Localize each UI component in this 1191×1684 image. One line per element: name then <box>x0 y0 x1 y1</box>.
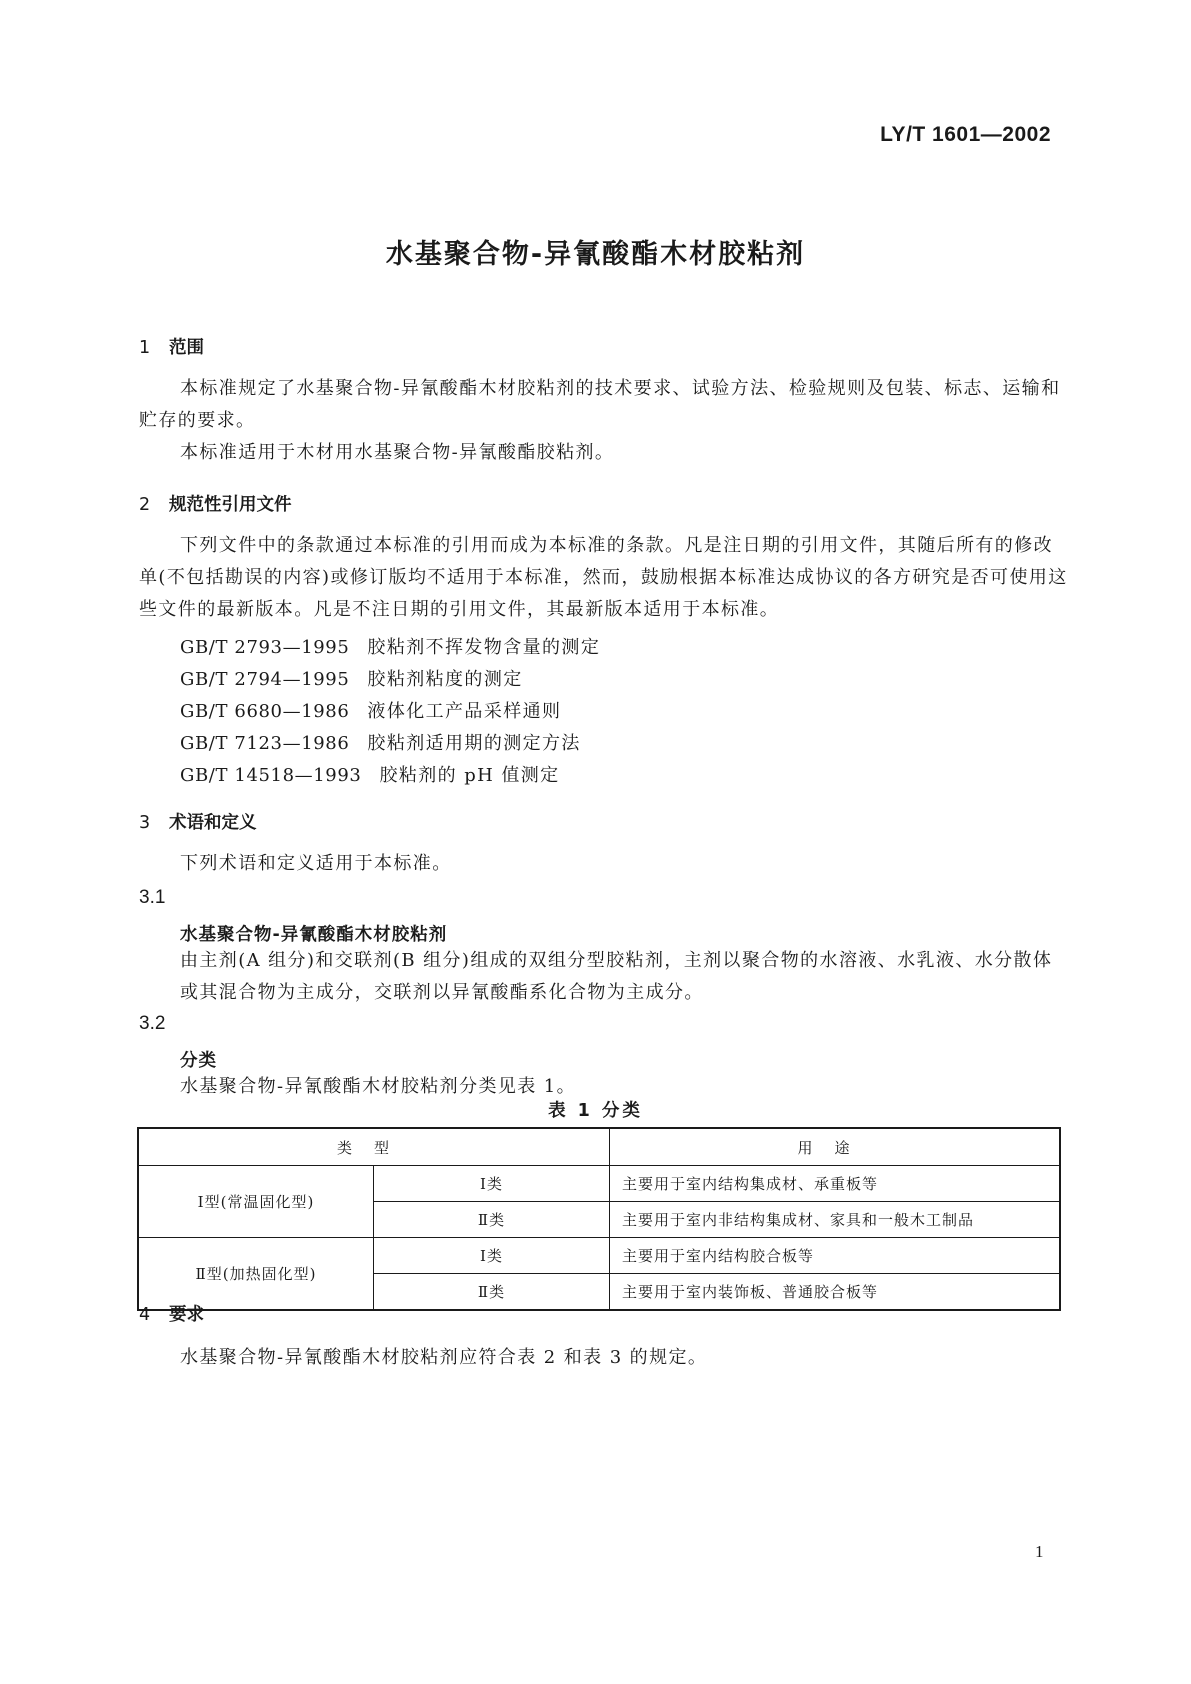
section-title: 规范性引用文件 <box>169 495 292 515</box>
sub-class-cell: Ⅰ类 <box>374 1166 610 1202</box>
section-title: 术语和定义 <box>169 813 257 833</box>
reference-code: GB/T 7123—1986 <box>180 733 350 754</box>
section-3-intro: 下列术语和定义适用于本标准。 <box>180 853 452 874</box>
section-1-heading <box>139 334 204 359</box>
section-3-heading <box>139 809 257 834</box>
reference-name: 胶粘剂粘度的测定 <box>367 669 523 690</box>
reference-item <box>180 729 581 755</box>
standard-code: LY/T 1601—2002 <box>880 123 1051 146</box>
reference-item <box>180 633 600 659</box>
clause-number: 3.1 <box>139 887 166 908</box>
type-cell: Ⅱ型(加热固化型) <box>138 1238 374 1311</box>
document-title: 水基聚合物-异氰酸酯木材胶粘剂 <box>385 239 806 270</box>
page-number: 1 <box>1035 1542 1044 1561</box>
sub-class-cell: Ⅱ类 <box>374 1202 610 1238</box>
reference-name: 胶粘剂的 pH 值测定 <box>379 765 560 786</box>
term-definition: 水基聚合物-异氰酸酯木材胶粘剂分类见表 1。 <box>180 1076 577 1097</box>
reference-code: GB/T 2794—1995 <box>180 669 350 690</box>
reference-name: 胶粘剂不挥发物含量的测定 <box>367 637 601 658</box>
section-title: 要求 <box>169 1305 204 1325</box>
section-1-paragraph-1: 本标准规定了水基聚合物-异氰酸酯木材胶粘剂的技术要求、试验方法、检验规则及包装、标志、运输和贮存的要求。 <box>139 378 1061 431</box>
table-row <box>138 1166 1060 1202</box>
section-number: 3 <box>139 813 151 833</box>
reference-item <box>180 697 561 723</box>
header-type: 类型 <box>138 1128 610 1166</box>
term-title: 分类 <box>180 1051 217 1071</box>
use-cell: 主要用于室内非结构集成材、家具和一般木工制品 <box>610 1202 1061 1238</box>
type-cell: Ⅰ型(常温固化型) <box>138 1166 374 1238</box>
section-2-heading <box>139 491 292 516</box>
table-header-row <box>138 1128 1060 1166</box>
sub-class-cell: Ⅰ类 <box>374 1238 610 1274</box>
reference-name: 胶粘剂适用期的测定方法 <box>367 733 581 754</box>
use-cell: 主要用于室内结构胶合板等 <box>610 1238 1061 1274</box>
reference-code: GB/T 14518—1993 <box>180 765 362 786</box>
section-4-heading <box>139 1301 204 1326</box>
use-cell: 主要用于室内结构集成材、承重板等 <box>610 1166 1061 1202</box>
table-row <box>138 1238 1060 1274</box>
term-definition: 由主剂(A 组分)和交联剂(B 组分)组成的双组分型胶粘剂，主剂以聚合物的水溶液、水乳液、水分散体或其混合物为主成分，交联剂以异氰酸酯系化合物为主成分。 <box>180 950 1053 1003</box>
section-number: 4 <box>139 1305 151 1325</box>
reference-code: GB/T 6680—1986 <box>180 701 350 722</box>
section-number: 1 <box>139 338 151 358</box>
reference-item <box>180 761 560 787</box>
reference-name: 液体化工产品采样通则 <box>367 701 562 722</box>
clause-number: 3.2 <box>139 1013 166 1034</box>
section-title: 范围 <box>169 338 204 358</box>
sub-class-cell: Ⅱ类 <box>374 1274 610 1311</box>
section-2-paragraph-1: 下列文件中的条款通过本标准的引用而成为本标准的条款。凡是注日期的引用文件，其随后所有的修改单(不包括勘误的内容)或修订版均不适用于本标准，然而，鼓励根据本标准达成协议的各方研究是否可使用这些文件的最新版本。凡是不注日期的引用文件，其最新版本适用于本标准。 <box>139 535 1068 620</box>
table-caption: 表 1 分类 <box>548 1101 643 1121</box>
section-1-paragraph-2: 本标准适用于木材用水基聚合物-异氰酸酯胶粘剂。 <box>180 442 615 463</box>
term-title: 水基聚合物-异氰酸酯木材胶粘剂 <box>180 925 448 945</box>
reference-code: GB/T 2793—1995 <box>180 637 350 658</box>
classification-table <box>137 1127 1061 1311</box>
reference-item <box>180 665 523 691</box>
section-number: 2 <box>139 495 151 515</box>
header-use: 用途 <box>610 1128 1061 1166</box>
section-4-paragraph-1: 水基聚合物-异氰酸酯木材胶粘剂应符合表 2 和表 3 的规定。 <box>180 1347 708 1368</box>
use-cell: 主要用于室内装饰板、普通胶合板等 <box>610 1274 1061 1311</box>
